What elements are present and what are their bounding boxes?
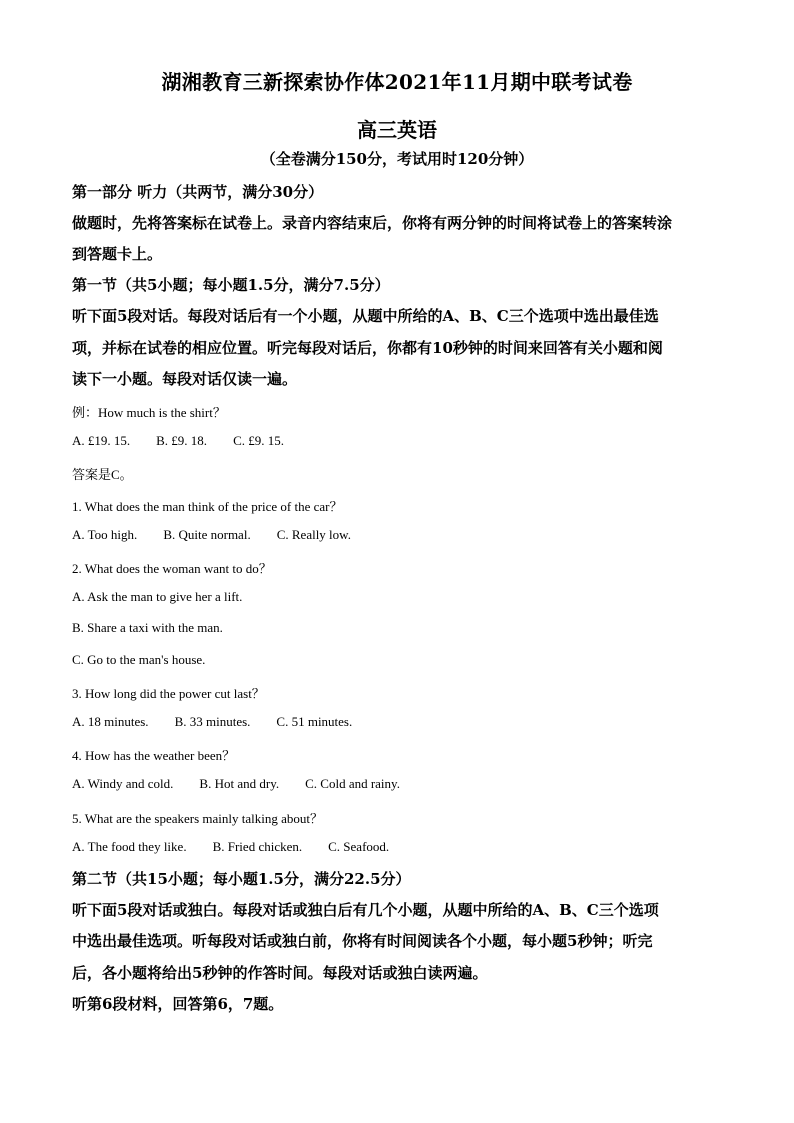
material-6-note: 听第6段材料，回答第6，7题。 [72,995,284,1013]
option-b: B. Hot and dry. [199,776,280,791]
section1-instr-line3: 读下一小题。每段对话仅读一遍。 [72,370,298,388]
question-4: 4. How has the weather been？ [72,748,236,763]
question-3-options [72,714,732,730]
question-2: 2. What does the woman want to do？ [72,561,272,576]
section2-instr-line3: 后，各小题将给出5秒钟的作答时间。每段对话或独白读两遍。 [72,964,488,982]
option-c: C. 51 minutes. [276,714,353,729]
part1-intro-line1: 做题时，先将答案标在试卷上。录音内容结束后，你将有两分钟的时间将试卷上的答案转涂 [72,214,673,232]
example-question: 例：How much is the shirt？ [72,405,226,420]
section2-instr-line2: 中选出最佳选项。听每段对话或独白前，你将有时间阅读各个小题，每小题5秒钟；听完 [72,932,653,950]
option-c: C. £9. 15. [233,433,284,448]
option-b: B. 33 minutes. [174,714,251,729]
exam-info: （全卷满分150分，考试用时120分钟） [260,150,534,168]
option-c: C. Seafood. [328,839,390,854]
option-c: C. Really low. [276,527,351,542]
question-2-option-b: B. Share a taxi with the man. [72,620,223,635]
option-b: B. £9. 18. [156,433,208,448]
option-a: A. 18 minutes. [72,714,149,729]
section1-instr-line2: 项，并标在试卷的相应位置。听完每段对话后，你都有10秒钟的时间来回答有关小题和阅 [72,339,663,357]
question-2-option-a: A. Ask the man to give her a lift. [72,589,243,604]
question-2-option-c: C. Go to the man's house. [72,652,206,667]
section1-heading: 第一节（共5小题；每小题1.5分，满分7.5分） [72,276,390,294]
exam-title: 湖湘教育三新探索协作体2021年11月期中联考试卷 [161,70,633,94]
option-b: B. Quite normal. [163,527,251,542]
section2-heading: 第二节（共15小题；每小题1.5分，满分22.5分） [72,870,411,888]
question-1-options [72,527,732,543]
option-a: A. £19. 15. [72,433,131,448]
option-c: C. Cold and rainy. [305,776,400,791]
section2-instr-line1: 听下面5段对话或独白。每段对话或独白后有几个小题，从题中所给的A、B、C三个选项 [72,901,659,919]
question-5: 5. What are the speakers mainly talking about？ [72,811,324,826]
example-answer: 答案是C。 [72,467,133,482]
section1-instr-line1: 听下面5段对话。每段对话后有一个小题，从题中所给的A、B、C三个选项中选出最佳选 [72,307,659,325]
part1-heading: 第一部分 听力（共两节，满分30分） [72,183,324,201]
question-3: 3. How long did the power cut last？ [72,686,265,701]
question-1: 1. What does the man think of the price of the car？ [72,499,343,514]
option-a: A. Too high. [72,527,138,542]
option-a: A. Windy and cold. [72,776,174,791]
subject-title: 高三英语 [357,118,437,142]
option-b: B. Fried chicken. [212,839,303,854]
question-5-options [72,839,732,855]
part1-intro-line2: 到答题卡上。 [72,245,163,263]
question-4-options [72,776,732,792]
option-a: A. The food they like. [72,839,187,854]
example-options [72,433,732,449]
